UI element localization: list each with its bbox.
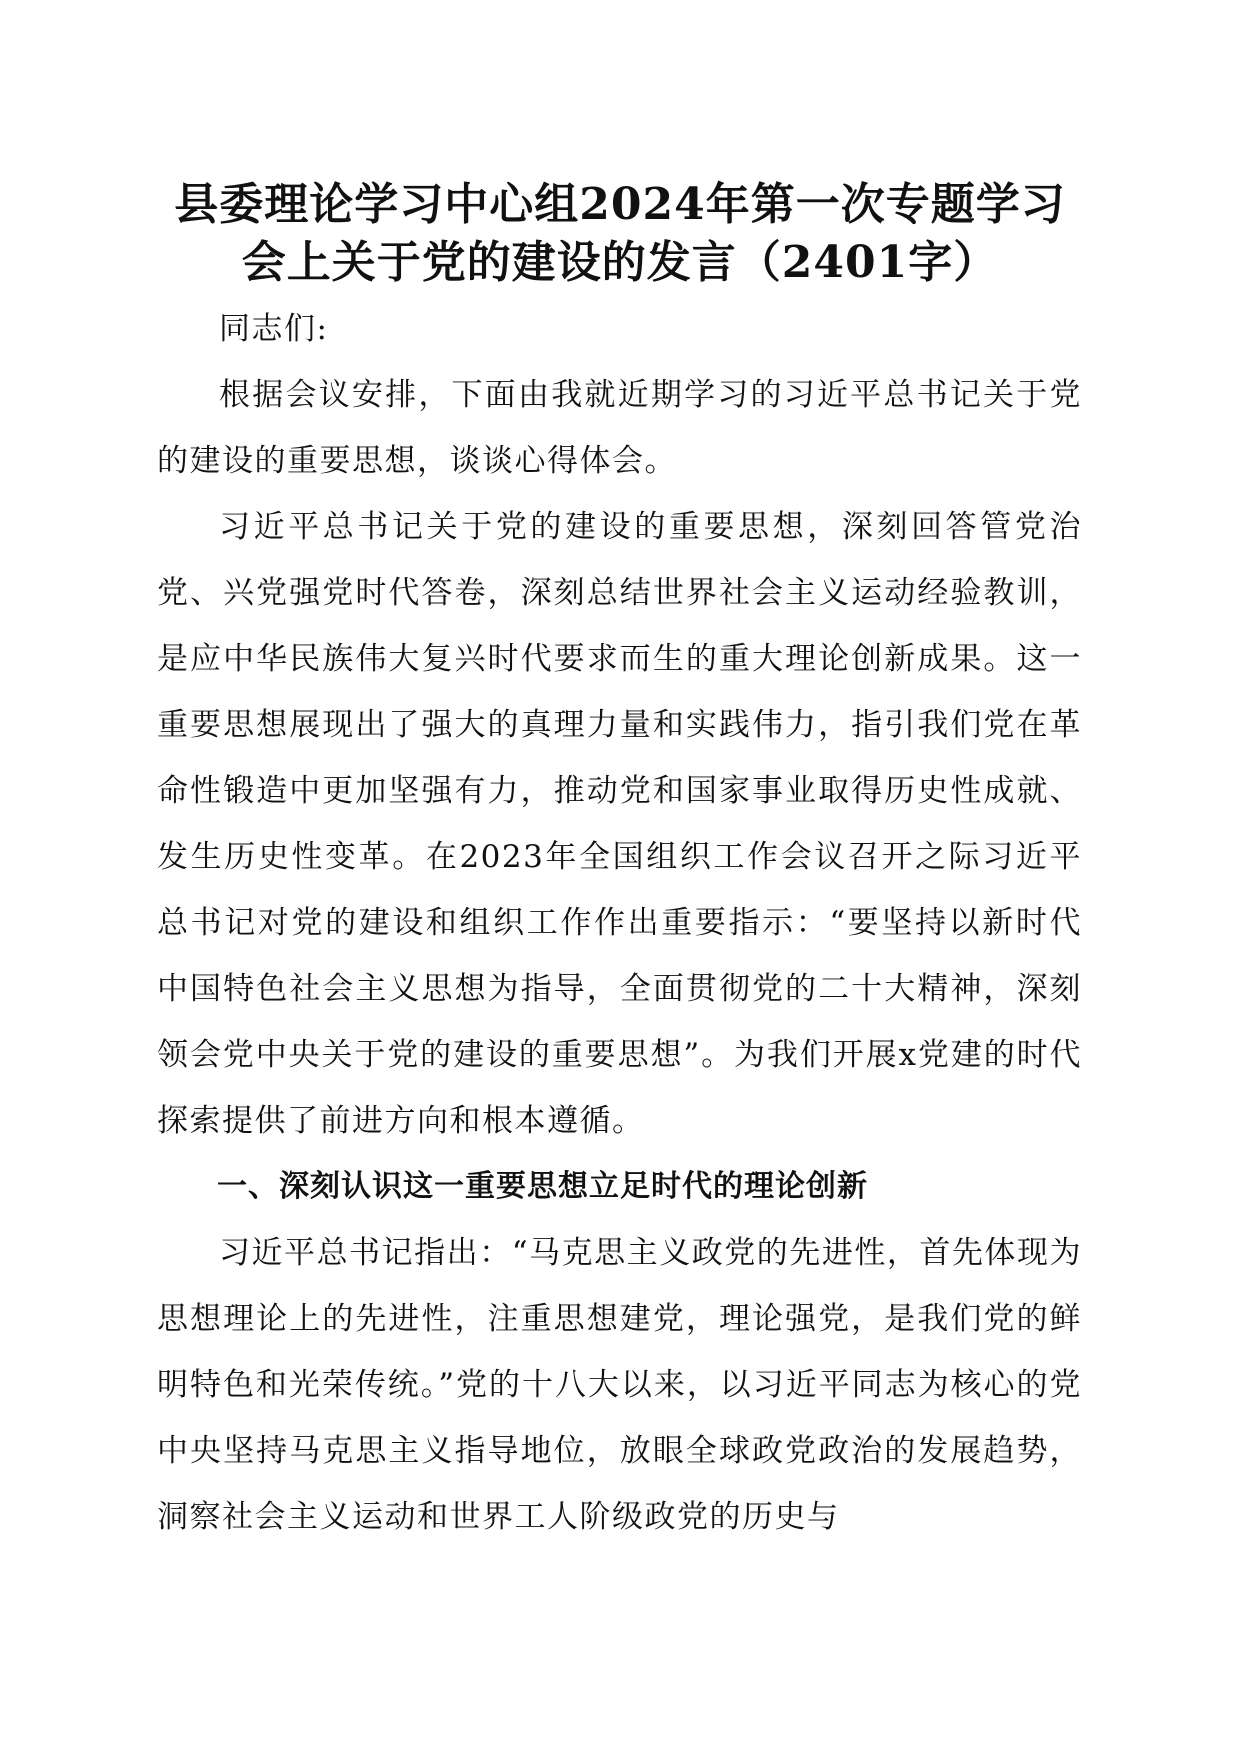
section-1-paragraph: 习近平总书记指出：“马克思主义政党的先进性，首先体现为思想理论上的先进性，注重思想建党，理论强党，是我们党的鲜明特色和光荣传统。”党的十八大以来，以习近平同志为核心的党中央坚持马克思主义指导地位，放眼全球政党政治的发展趋势，洞察社会主义运动和世界工人阶级政党的历史与 <box>157 1235 1082 1535</box>
paragraph-main: 习近平总书记关于党的建设的重要思想，深刻回答管党治党、兴党强党时代答卷，深刻总结世界社会主义运动经验教训，是应中华民族伟大复兴时代要求而生的重大理论创新成果。这一重要思想展现出了强大的真理力量和实践伟力，指引我们党在革命性锻造中更加坚强有力，推动党和国家事业取得历史性成就、发生历史性变革。在2023年全国组织工作会议召开之际习近平总书记对党的建设和组织工作作出重要指示：“要坚持以新时代中国特色社会主义思想为指导，全面贯彻党的二十大精神，深刻领会党中央关于党的建设的重要思想”。为我们开展x党建的时代探索提供了前进方向和根本遵循。 <box>157 509 1082 1139</box>
title-line-1: 县委理论学习中心组2024年第一次专题学习 <box>174 179 1066 230</box>
paragraph-intro: 根据会议安排，下面由我就近期学习的习近平总书记关于党的建设的重要思想，谈谈心得体会。 <box>157 377 1082 479</box>
document-title <box>100 176 1140 292</box>
section-heading-1: 一、深刻认识这一重要思想立足时代的理论创新 <box>217 1169 868 1204</box>
title-line-2: 会上关于党的建设的发言（2401字） <box>241 237 999 288</box>
document-body <box>157 296 1082 1550</box>
greeting: 同志们: <box>219 311 329 347</box>
